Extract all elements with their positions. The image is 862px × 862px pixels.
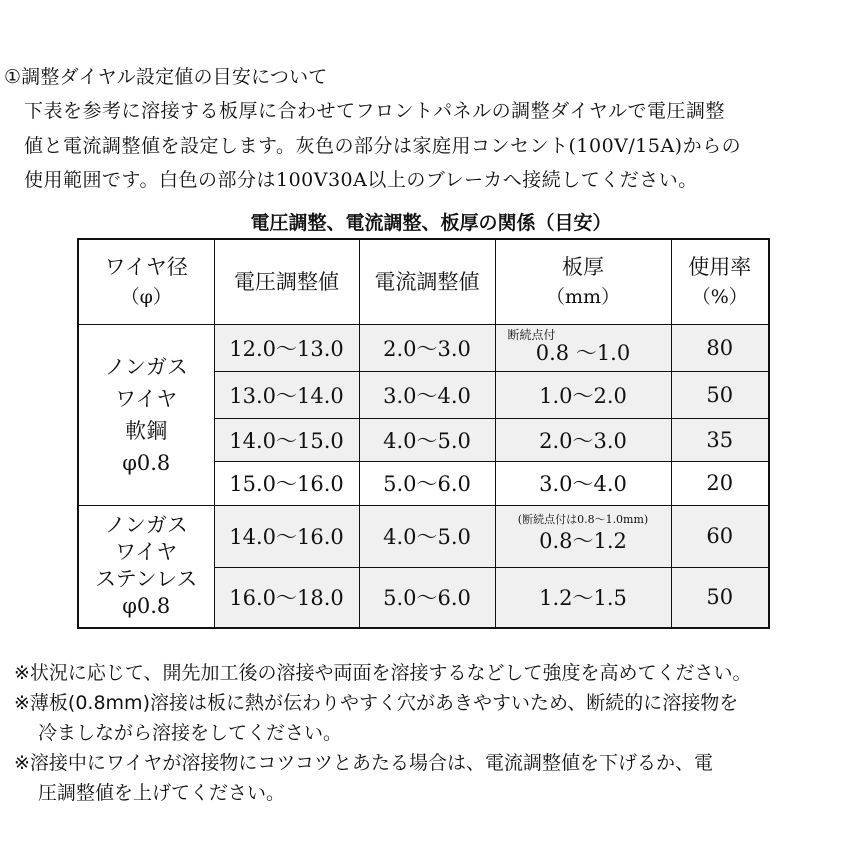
- voltage-cell: 13.0〜14.0: [214, 371, 359, 418]
- thickness-cell: 2.0〜3.0: [495, 418, 671, 461]
- header-duty: 使用率 （%）: [671, 239, 769, 324]
- thickness-cell: 3.0〜4.0: [495, 461, 671, 505]
- duty-cell: 50: [671, 567, 769, 628]
- intro-paragraph: [24, 94, 854, 198]
- header-current: 電流調整値: [359, 239, 495, 324]
- current-cell: 4.0〜5.0: [359, 418, 495, 461]
- voltage-cell: 14.0〜16.0: [214, 505, 359, 567]
- intro-line: 下表を参考に溶接する板厚に合わせてフロントパネルの調整ダイヤルで電圧調整: [24, 100, 726, 122]
- thickness-cell: 1.0〜2.0: [495, 371, 671, 418]
- intro-line: 値と電流調整値を設定します。灰色の部分は家庭用コンセント(100V/15A)からの: [24, 134, 742, 157]
- voltage-cell: 12.0〜13.0: [214, 324, 359, 371]
- settings-table: [77, 238, 770, 629]
- table-row: [78, 505, 769, 567]
- thickness-cell: 1.2〜1.5: [495, 567, 671, 628]
- section-heading: ①調整ダイヤル設定値の目安について: [4, 66, 328, 88]
- current-cell: 5.0〜6.0: [359, 461, 495, 505]
- intermittent-note: (断続点付は0.8〜1.0mm): [517, 513, 649, 526]
- header-thickness: 板厚 （mm）: [495, 239, 671, 324]
- note-line: 冷ましながら溶接をしてください。: [38, 722, 343, 744]
- voltage-cell: 15.0〜16.0: [214, 461, 359, 505]
- duty-cell: 80: [671, 324, 769, 371]
- intermittent-note: 断続点付: [507, 327, 556, 342]
- note-line: ※薄板(0.8mm)溶接は板に熱が伝わりやすく穴があきやすいため、断続的に溶接物を: [14, 692, 739, 714]
- intro-line: 使用範囲です。白色の部分は100V30A以上のブレーカへ接続してください。: [24, 169, 698, 191]
- voltage-cell: 14.0〜15.0: [214, 418, 359, 461]
- wire-type-mild-steel: ノンガス ワイヤ 軟鋼 φ0.8: [78, 324, 214, 505]
- duty-cell: 35: [671, 418, 769, 461]
- notes: [14, 658, 854, 808]
- current-cell: 5.0〜6.0: [359, 567, 495, 628]
- wire-type-stainless: ノンガス ワイヤ ステンレス φ0.8: [78, 505, 214, 628]
- header-row: [78, 239, 769, 324]
- note-line: 圧調整値を上げてください。: [38, 782, 286, 804]
- duty-cell: 20: [671, 461, 769, 505]
- current-cell: 3.0〜4.0: [359, 371, 495, 418]
- note-line: ※状況に応じて、開先加工後の溶接や両面を溶接するなどして強度を高めてください。: [14, 662, 752, 684]
- current-cell: 4.0〜5.0: [359, 505, 495, 567]
- current-cell: 2.0〜3.0: [359, 324, 495, 371]
- header-voltage: 電圧調整値: [214, 239, 359, 324]
- voltage-cell: 16.0〜18.0: [214, 567, 359, 628]
- thickness-cell: 断続点付 0.8 〜1.0: [495, 324, 671, 371]
- note-line: ※溶接中にワイヤが溶接物にコツコツとあたる場合は、電流調整値を下げるか、電: [14, 752, 713, 774]
- duty-cell: 60: [671, 505, 769, 567]
- table-title: 電圧調整、電流調整、板厚の関係（目安）: [250, 212, 612, 234]
- header-wire: ワイヤ径 （φ）: [78, 239, 214, 324]
- table-row: [78, 324, 769, 371]
- duty-cell: 50: [671, 371, 769, 418]
- thickness-cell: (断続点付は0.8〜1.0mm) 0.8〜1.2: [495, 505, 671, 567]
